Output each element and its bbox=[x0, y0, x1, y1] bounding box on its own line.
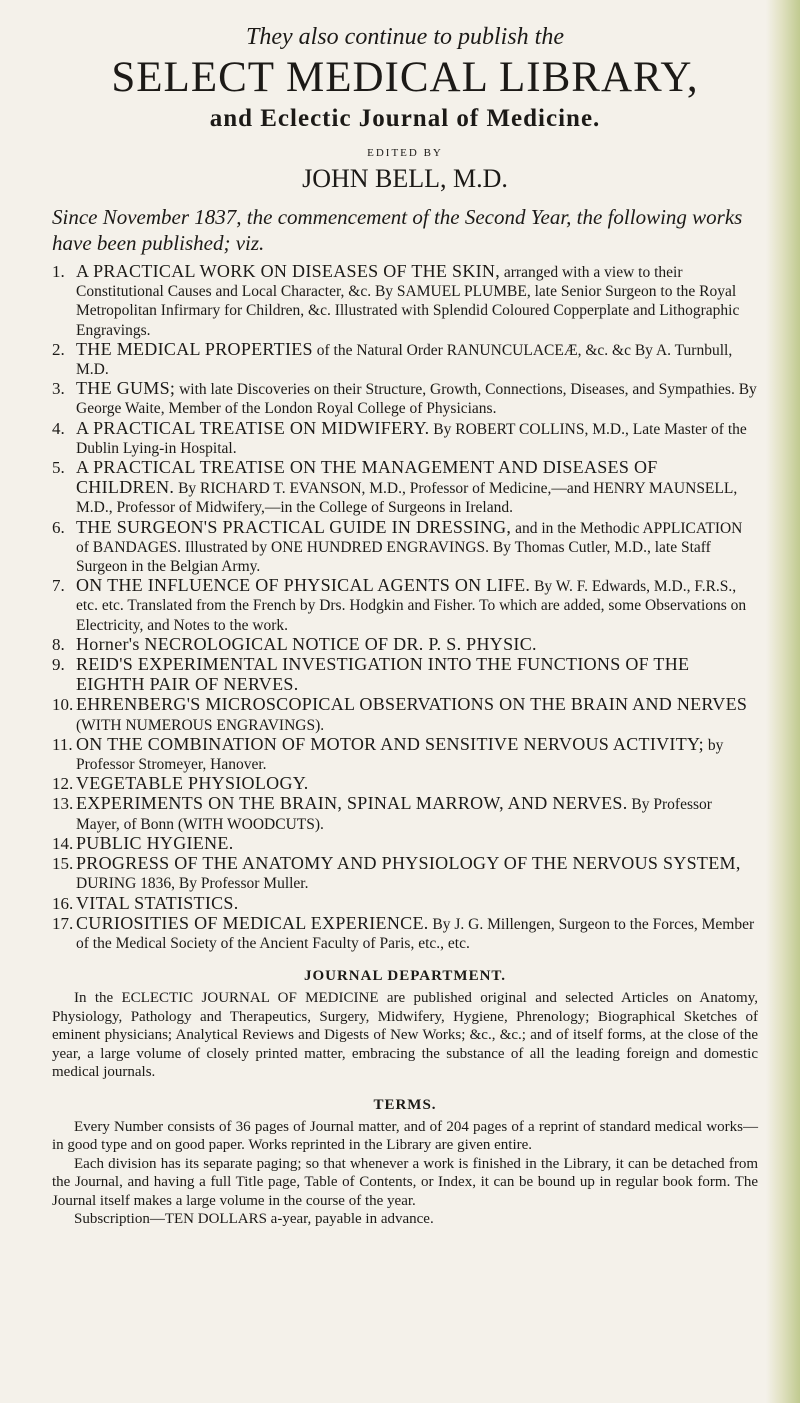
item-number: 11. bbox=[52, 734, 73, 754]
item-number: 13. bbox=[52, 794, 74, 814]
item-number: 9. bbox=[52, 655, 65, 675]
work-title: THE SURGEON'S PRACTICAL GUIDE IN DRESSING, bbox=[76, 516, 512, 537]
journal-paragraph: In the ECLECTIC JOURNAL OF MEDICINE are published original and selected Articles on Anatomy, Physiology, Pathology and Therapeutics, Surgery, Midwifery, Hygiene, Phrenology; Biographical Sketches of eminent physicians; Analytical Reviews and Digests of New Works; &c., &c.; and of itself forms, at the close of the year, a large volume of closely printed matter, embracing the substance of all the leading foreign and domestic medical journals. bbox=[52, 990, 758, 1081]
work-details: By RICHARD T. EVANSON, M.D., Professor of Medicine,—and HENRY MAUNSELL, M.D., Professor of Midwifery,—in the College of Surgeons in Ireland. bbox=[76, 480, 738, 517]
work-details: By ROBERT COLLINS, M.D., Late Master of the Dublin Lying-in Hospital. bbox=[76, 420, 747, 457]
terms-paragraph: Every Number consists of 36 pages of Journal matter, and of 204 pages of a reprint of standard medical works—in good type and on good paper. Works reprinted in the Library are given entire. bbox=[52, 1118, 758, 1154]
works-list bbox=[52, 262, 758, 953]
edited-by-label: EDITED BY bbox=[367, 147, 443, 159]
list-item bbox=[52, 914, 758, 953]
list-item bbox=[52, 655, 758, 695]
work-title: EXPERIMENTS ON THE BRAIN, SPINAL MARROW, AND NERVES. bbox=[76, 793, 628, 814]
work-title: THE GUMS; bbox=[76, 378, 176, 399]
work-details: By W. F. Edwards, M.D., F.R.S., etc. etc. Translated from the French by Drs. Hodgkin and Fisher. To which are added, some Observations on Electricity, and Notes to the work. bbox=[76, 578, 747, 634]
work-title: VITAL STATISTICS. bbox=[76, 892, 239, 913]
item-number: 10. bbox=[52, 695, 74, 715]
work-title: A PRACTICAL TREATISE ON MIDWIFERY. bbox=[76, 417, 430, 438]
work-details: by Professor Stromeyer, Hanover. bbox=[76, 736, 724, 774]
item-number: 16. bbox=[52, 893, 74, 913]
list-item bbox=[52, 774, 758, 794]
list-item bbox=[52, 695, 758, 734]
item-number: 17. bbox=[52, 913, 74, 933]
list-item bbox=[52, 262, 758, 340]
item-number: 7. bbox=[52, 576, 65, 596]
journal-heading: JOURNAL DEPARTMENT. bbox=[303, 968, 507, 985]
work-title: Horner's NECROLOGICAL NOTICE OF DR. P. S. PHYSIC. bbox=[76, 633, 537, 654]
list-item bbox=[52, 340, 758, 379]
list-item bbox=[52, 458, 758, 518]
work-details: (WITH NUMEROUS ENGRAVINGS). bbox=[76, 716, 325, 734]
list-item bbox=[52, 635, 758, 655]
work-title: PROGRESS OF THE ANATOMY AND PHYSIOLOGY OF THE NERVOUS SYSTEM, bbox=[76, 853, 741, 874]
work-title: VEGETABLE PHYSIOLOGY. bbox=[76, 773, 309, 794]
journal-subtitle: and Eclectic Journal of Medicine. bbox=[209, 105, 601, 132]
work-title: REID'S EXPERIMENTAL INVESTIGATION INTO THE FUNCTIONS OF THE EIGHTH PAIR OF NERVES. bbox=[76, 654, 690, 695]
library-title: SELECT MEDICAL LIBRARY, bbox=[111, 54, 699, 101]
work-title: CURIOSITIES OF MEDICAL EXPERIENCE. bbox=[76, 912, 429, 933]
work-details: By J. G. Millengen, Surgeon to the Forces, Member of the Medical Society of the Ancient Faculty of Paris, etc., etc. bbox=[76, 915, 755, 952]
item-number: 3. bbox=[52, 379, 65, 399]
list-item bbox=[52, 894, 758, 914]
list-item bbox=[52, 794, 758, 833]
item-number: 14. bbox=[52, 833, 74, 853]
list-item bbox=[52, 518, 758, 577]
item-number: 12. bbox=[52, 774, 74, 794]
work-title: EHRENBERG'S MICROSCOPICAL OBSERVATIONS ON THE BRAIN AND NERVES bbox=[76, 694, 748, 715]
work-details: arranged with a view to their Constitutional Causes and Local Character, &c. By SAMUEL PLUMBE, late Senior Surgeon to the Royal Metropolitan Infirmary for Children, &c. Illustrated with Splendid Coloured Copperplate and Lithographic Engravings. bbox=[76, 264, 740, 339]
list-item bbox=[52, 834, 758, 854]
item-number: 5. bbox=[52, 458, 65, 478]
works-intro: Since November 1837, the commencement of the Second Year, the following works have been published; viz. bbox=[52, 205, 743, 255]
item-number: 15. bbox=[52, 854, 74, 874]
work-details: with late Discoveries on their Structure, Growth, Connections, Diseases, and Sympathies. By George Waite, Member of the London Royal College of Physicians. bbox=[76, 381, 757, 418]
work-title: THE MEDICAL PROPERTIES bbox=[76, 338, 313, 359]
list-item bbox=[52, 576, 758, 635]
work-details: DURING 1836, By Professor Muller. bbox=[76, 875, 309, 893]
work-title: ON THE COMBINATION OF MOTOR AND SENSITIVE NERVOUS ACTIVITY; bbox=[76, 733, 704, 754]
item-number: 2. bbox=[52, 339, 65, 359]
work-title: A PRACTICAL WORK ON DISEASES OF THE SKIN, bbox=[76, 261, 501, 281]
work-title: PUBLIC HYGIENE. bbox=[76, 832, 234, 853]
item-number: 1. bbox=[52, 262, 65, 281]
work-details: and in the Methodic APPLICATION of BANDAGES. Illustrated by ONE HUNDRED ENGRAVINGS. By Thomas Cutler, M.D., late Staff Surgeon in the Belgian Army. bbox=[76, 519, 743, 576]
work-details: of the Natural Order RANUNCULACEÆ, &c. &c By A. Turnbull, M.D. bbox=[76, 341, 733, 379]
editor-name: JOHN BELL, M.D. bbox=[302, 164, 508, 193]
terms-heading: TERMS. bbox=[373, 1096, 437, 1113]
publisher-note: They also continue to publish the bbox=[246, 24, 564, 50]
work-title: ON THE INFLUENCE OF PHYSICAL AGENTS ON LIFE. bbox=[76, 575, 531, 596]
item-number: 6. bbox=[52, 517, 65, 537]
list-item bbox=[52, 419, 758, 458]
terms-paragraph: Each division has its separate paging; so that whenever a work is finished in the Library, it can be detached from the Journal, and having a full Title page, Table of Contents, or Index, it can be bound up in regular book form. The Journal itself makes a large volume in the course of the year. bbox=[52, 1155, 758, 1209]
subscription-paragraph: Subscription—TEN DOLLARS a-year, payable in advance. bbox=[74, 1211, 434, 1228]
work-title: A PRACTICAL TREATISE ON THE MANAGEMENT AND DISEASES OF CHILDREN. bbox=[76, 457, 658, 498]
item-number: 8. bbox=[52, 634, 65, 654]
list-item bbox=[52, 379, 758, 418]
work-details: By Professor Mayer, of Bonn (WITH WOODCUTS). bbox=[76, 796, 712, 833]
item-number: 4. bbox=[52, 418, 65, 438]
list-item bbox=[52, 735, 758, 774]
list-item bbox=[52, 854, 758, 893]
